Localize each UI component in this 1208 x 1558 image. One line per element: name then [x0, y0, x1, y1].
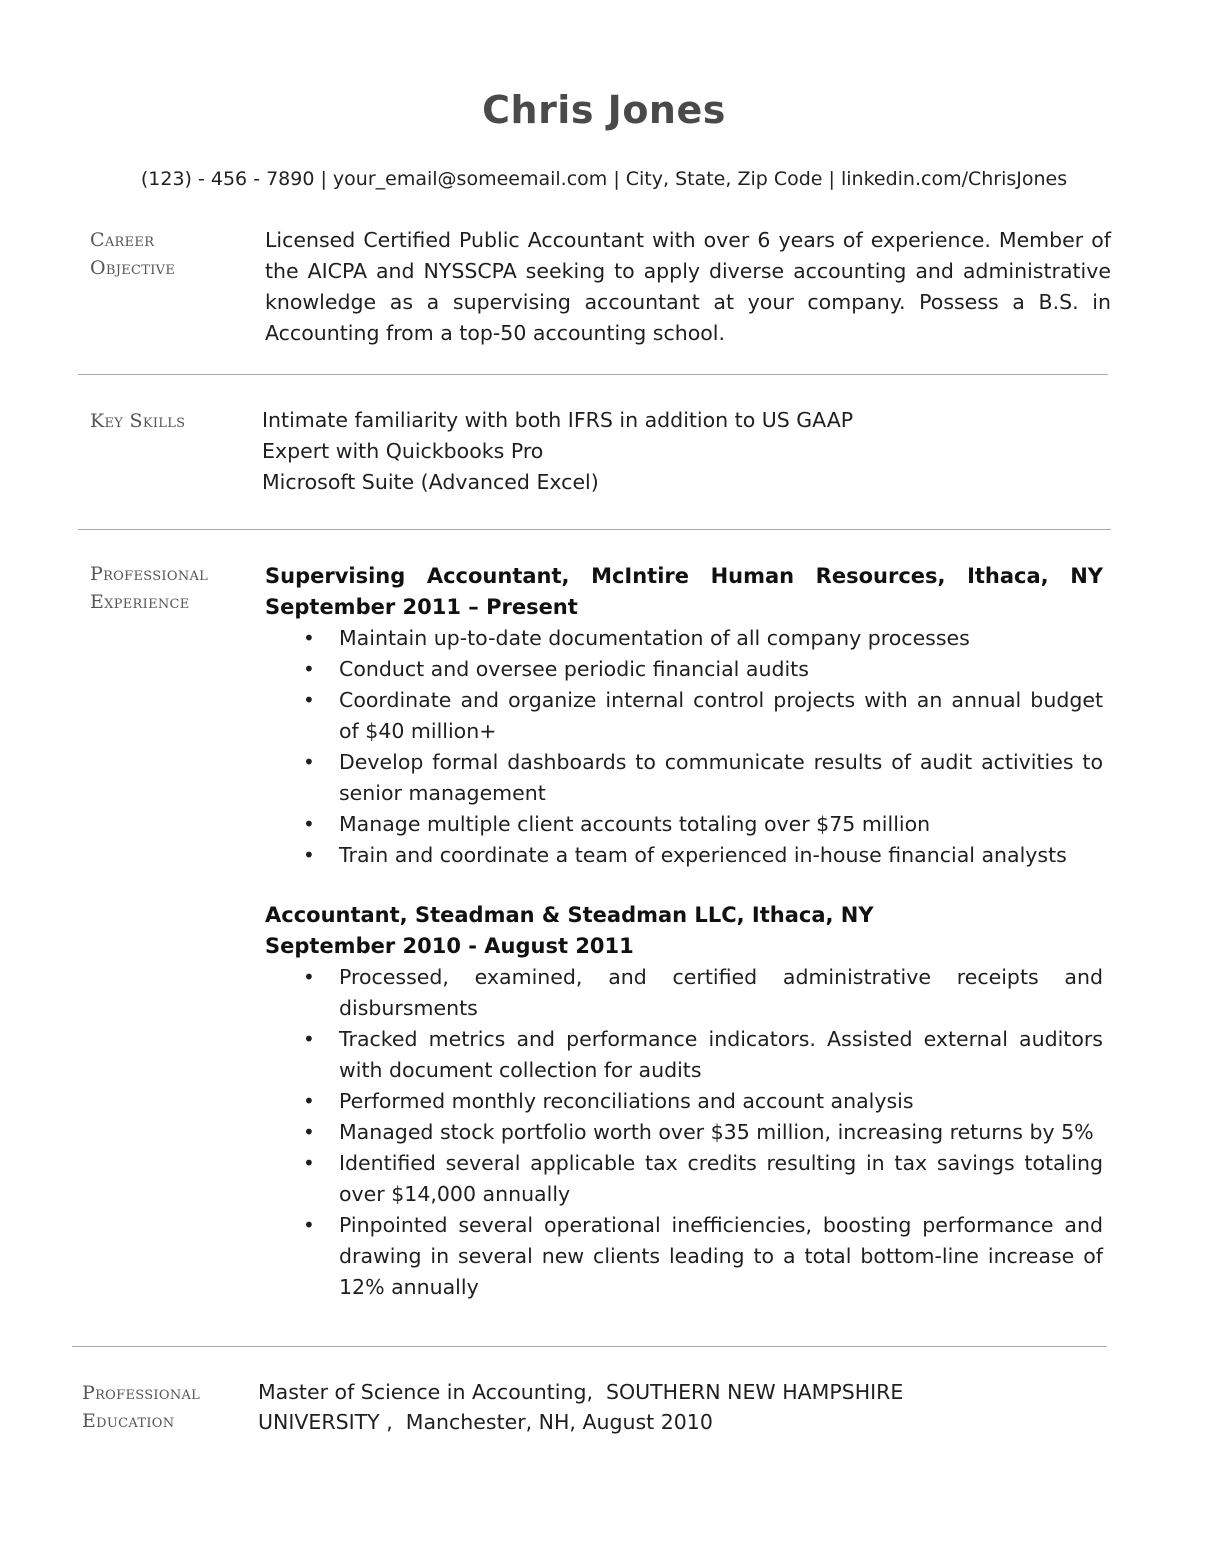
job-bullets: [265, 962, 1103, 1303]
label-line: Objective: [90, 257, 176, 279]
education-line: Master of Science in Accounting, SOUTHERN NEW HAMPSHIRE: [258, 1380, 904, 1404]
bullet-text: Identified several applicable tax credits resulting in tax savings totaling over $14,000 annually: [339, 1151, 1103, 1206]
section-divider: [78, 374, 1108, 375]
bullet-icon: •: [303, 1213, 315, 1237]
bullet-text: Pinpointed several operational inefficiencies, boosting performance and drawing in several new clients leading to a total bottom-line increase of 12% annually: [339, 1213, 1103, 1299]
bullet-text: Conduct and oversee periodic financial audits: [339, 657, 809, 681]
education-text: [258, 1377, 1104, 1437]
job-title: Supervising Accountant, McIntire Human Resources, Ithaca, NY: [265, 564, 1103, 588]
bullet-icon: •: [303, 626, 315, 650]
job-dates: September 2010 - August 2011: [265, 934, 634, 958]
list-item: [265, 1117, 1103, 1148]
section-label-objective: [90, 226, 175, 282]
education-line: UNIVERSITY , Manchester, NH, August 2010: [258, 1410, 713, 1434]
list-item: [265, 747, 1103, 809]
bullet-icon: •: [303, 965, 315, 989]
section-label-skills: [90, 407, 185, 435]
contact-line: (123) - 456 - 7890 | your_email@someemail.com | City, State, Zip Code | linkedin.com/ChrisJones: [140, 168, 1068, 190]
bullet-icon: •: [303, 657, 315, 681]
list-item: [265, 654, 1103, 685]
label-line: Career: [90, 229, 155, 251]
bullet-icon: •: [303, 688, 315, 712]
bullet-icon: •: [303, 843, 315, 867]
label-line: Education: [82, 1410, 175, 1432]
bullet-text: Coordinate and organize internal control projects with an annual budget of $40 million+: [339, 688, 1103, 743]
bullet-text: Performed monthly reconciliations and account analysis: [339, 1089, 914, 1113]
bullet-icon: •: [303, 750, 315, 774]
objective-text: Licensed Certified Public Accountant with over 6 years of experience. Member of the AICPA and NYSSCPA seeking to apply diverse accounting and administrative knowledge as a supervising accountant at your company. Possess a B.S. in Accounting from a top-50 accounting school.: [265, 228, 1111, 345]
list-item: [265, 1086, 1103, 1117]
bullet-text: Maintain up-to-date documentation of all company processes: [339, 626, 970, 650]
bullet-icon: •: [303, 1027, 315, 1051]
list-item: [265, 1148, 1103, 1210]
list-item: [265, 1024, 1103, 1086]
bullet-icon: •: [303, 1151, 315, 1175]
bullet-icon: •: [303, 1120, 315, 1144]
bullet-text: Train and coordinate a team of experienced in-house financial analysts: [339, 843, 1067, 867]
section-label-experience: [90, 560, 208, 616]
job-dates: September 2011 – Present: [265, 595, 578, 619]
label-line: Key Skills: [90, 410, 186, 432]
label-line: Professional: [90, 563, 209, 585]
list-item: [265, 840, 1103, 871]
skill-item: Microsoft Suite (Advanced Excel): [262, 470, 599, 494]
list-item: [265, 962, 1103, 1024]
bullet-text: Tracked metrics and performance indicators. Assisted external auditors with document collection for audits: [339, 1027, 1103, 1082]
section-label-education: [82, 1379, 200, 1435]
label-line: Professional: [82, 1382, 201, 1404]
bullet-text: Managed stock portfolio worth over $35 million, increasing returns by 5%: [339, 1120, 1094, 1144]
bullet-icon: •: [303, 1089, 315, 1113]
list-item: [265, 809, 1103, 840]
job-bullets: [265, 623, 1103, 871]
job-title: Accountant, Steadman & Steadman LLC, Ithaca, NY: [265, 903, 874, 927]
skill-item: Intimate familiarity with both IFRS in addition to US GAAP: [262, 408, 854, 432]
skill-item: Expert with Quickbooks Pro: [262, 439, 544, 463]
bullet-icon: •: [303, 812, 315, 836]
resume-name: Chris Jones: [482, 88, 726, 132]
skills-list: [262, 405, 1108, 498]
list-item: [265, 1210, 1103, 1303]
section-divider: [78, 529, 1111, 530]
bullet-text: Processed, examined, and certified administrative receipts and disbursments: [339, 965, 1103, 1020]
job-entry: [265, 561, 1103, 871]
bullet-text: Manage multiple client accounts totaling over $75 million: [339, 812, 931, 836]
label-line: Experience: [90, 591, 190, 613]
bullet-text: Develop formal dashboards to communicate results of audit activities to senior management: [339, 750, 1103, 805]
section-divider: [72, 1346, 1107, 1347]
list-item: [265, 685, 1103, 747]
list-item: [265, 623, 1103, 654]
job-entry: [265, 900, 1103, 1303]
